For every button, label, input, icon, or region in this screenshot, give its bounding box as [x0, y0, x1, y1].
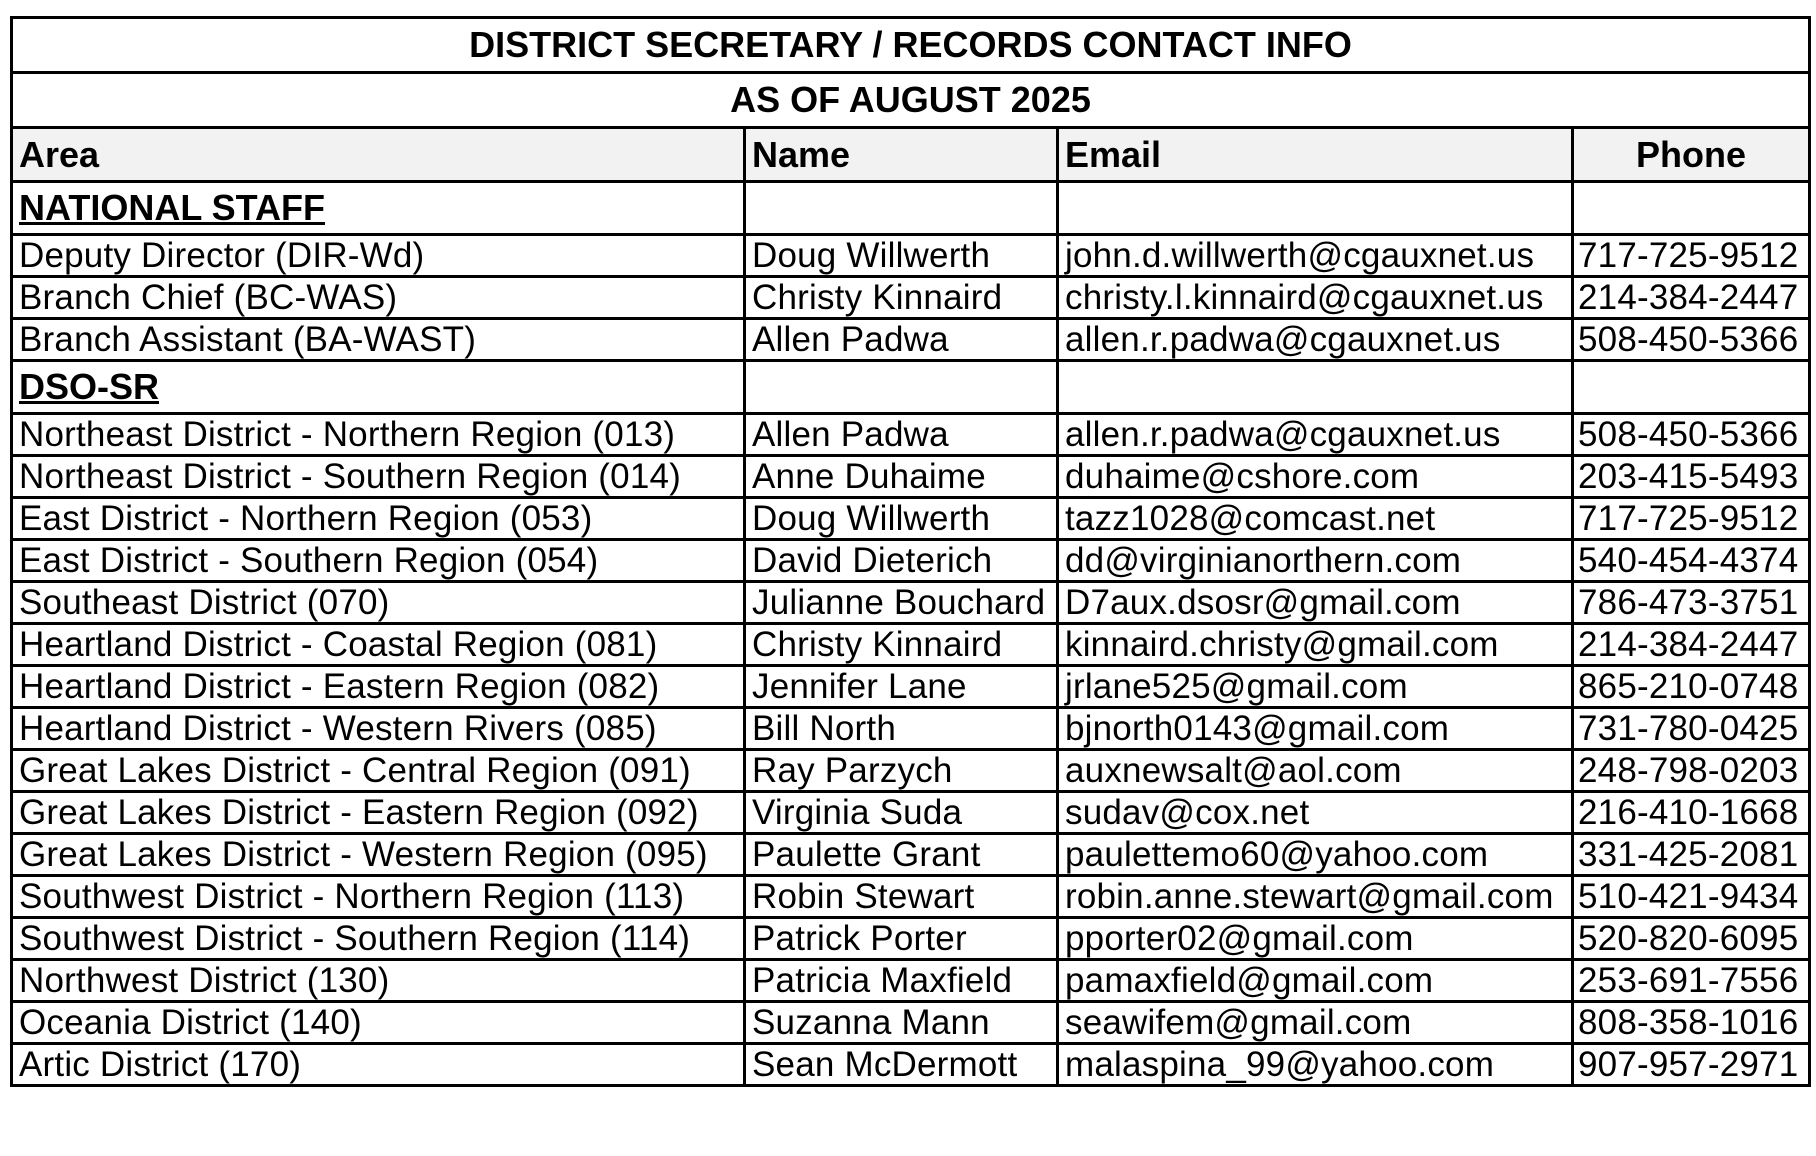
- name-cell: Sean McDermott: [745, 1044, 1058, 1086]
- table-row: [12, 624, 1810, 666]
- area-cell: Northeast District - Northern Region (013): [12, 414, 745, 456]
- table-row: [12, 876, 1810, 918]
- phone-cell: 214-384-2447: [1573, 624, 1810, 666]
- area-cell: Artic District (170): [12, 1044, 745, 1086]
- column-header-email: Email: [1058, 128, 1573, 182]
- table-row: [12, 414, 1810, 456]
- name-cell: Doug Willwerth: [745, 498, 1058, 540]
- email-cell[interactable]: duhaime@cshore.com: [1058, 456, 1573, 498]
- column-header-name: Name: [745, 128, 1058, 182]
- phone-cell: 717-725-9512: [1573, 498, 1810, 540]
- email-cell[interactable]: sudav@cox.net: [1058, 792, 1573, 834]
- email-cell[interactable]: allen.r.padwa@cgauxnet.us: [1058, 319, 1573, 361]
- email-cell[interactable]: allen.r.padwa@cgauxnet.us: [1058, 414, 1573, 456]
- phone-cell: 253-691-7556: [1573, 960, 1810, 1002]
- table-row: [12, 918, 1810, 960]
- name-cell: David Dieterich: [745, 540, 1058, 582]
- name-cell: Allen Padwa: [745, 414, 1058, 456]
- email-cell[interactable]: bjnorth0143@gmail.com: [1058, 708, 1573, 750]
- email-cell[interactable]: christy.l.kinnaird@cgauxnet.us: [1058, 277, 1573, 319]
- table-row: [12, 792, 1810, 834]
- email-cell[interactable]: robin.anne.stewart@gmail.com: [1058, 876, 1573, 918]
- column-header-phone: Phone: [1573, 128, 1810, 182]
- table-row: [12, 277, 1810, 319]
- column-header-area: Area: [12, 128, 745, 182]
- table-row: [12, 319, 1810, 361]
- phone-cell: 731-780-0425: [1573, 708, 1810, 750]
- email-cell[interactable]: seawifem@gmail.com: [1058, 1002, 1573, 1044]
- area-cell: Southeast District (070): [12, 582, 745, 624]
- name-cell: Ray Parzych: [745, 750, 1058, 792]
- phone-cell: 865-210-0748: [1573, 666, 1810, 708]
- empty-cell: [1058, 182, 1573, 235]
- section-row: [12, 182, 1810, 235]
- table-row: [12, 834, 1810, 876]
- table-row: [12, 540, 1810, 582]
- contact-sheet: [10, 16, 1808, 1087]
- table-row: [12, 235, 1810, 277]
- area-cell: Branch Chief (BC-WAS): [12, 277, 745, 319]
- header-row: [12, 128, 1810, 182]
- phone-cell: 331-425-2081: [1573, 834, 1810, 876]
- email-cell[interactable]: jrlane525@gmail.com: [1058, 666, 1573, 708]
- contact-table: [10, 16, 1811, 1087]
- area-cell: Branch Assistant (BA-WAST): [12, 319, 745, 361]
- phone-cell: 248-798-0203: [1573, 750, 1810, 792]
- area-cell: Southwest District - Southern Region (114): [12, 918, 745, 960]
- phone-cell: 808-358-1016: [1573, 1002, 1810, 1044]
- empty-cell: [745, 182, 1058, 235]
- name-cell: Bill North: [745, 708, 1058, 750]
- phone-cell: 540-454-4374: [1573, 540, 1810, 582]
- email-cell[interactable]: D7aux.dsosr@gmail.com: [1058, 582, 1573, 624]
- name-cell: Patricia Maxfield: [745, 960, 1058, 1002]
- name-cell: Patrick Porter: [745, 918, 1058, 960]
- email-cell[interactable]: kinnaird.christy@gmail.com: [1058, 624, 1573, 666]
- phone-cell: 510-421-9434: [1573, 876, 1810, 918]
- area-cell: East District - Southern Region (054): [12, 540, 745, 582]
- name-cell: Anne Duhaime: [745, 456, 1058, 498]
- phone-cell: 216-410-1668: [1573, 792, 1810, 834]
- area-cell: Heartland District - Coastal Region (081): [12, 624, 745, 666]
- name-cell: Allen Padwa: [745, 319, 1058, 361]
- subtitle-row: [12, 73, 1810, 128]
- section-row: [12, 361, 1810, 414]
- name-cell: Christy Kinnaird: [745, 624, 1058, 666]
- phone-cell: 520-820-6095: [1573, 918, 1810, 960]
- table-row: [12, 708, 1810, 750]
- area-cell: Great Lakes District - Eastern Region (092): [12, 792, 745, 834]
- name-cell: Julianne Bouchard: [745, 582, 1058, 624]
- area-cell: Great Lakes District - Western Region (095): [12, 834, 745, 876]
- area-cell: Oceania District (140): [12, 1002, 745, 1044]
- area-cell: Deputy Director (DIR-Wd): [12, 235, 745, 277]
- name-cell: Robin Stewart: [745, 876, 1058, 918]
- name-cell: Paulette Grant: [745, 834, 1058, 876]
- phone-cell: 717-725-9512: [1573, 235, 1810, 277]
- section-heading: DSO-SR: [12, 361, 745, 414]
- table-row: [12, 960, 1810, 1002]
- empty-cell: [1058, 361, 1573, 414]
- area-cell: Heartland District - Western Rivers (085): [12, 708, 745, 750]
- sheet-title: DISTRICT SECRETARY / RECORDS CONTACT INFO: [12, 18, 1810, 73]
- area-cell: Great Lakes District - Central Region (091): [12, 750, 745, 792]
- name-cell: Suzanna Mann: [745, 1002, 1058, 1044]
- table-row: [12, 456, 1810, 498]
- email-cell[interactable]: paulettemo60@yahoo.com: [1058, 834, 1573, 876]
- empty-cell: [745, 361, 1058, 414]
- empty-cell: [1573, 361, 1810, 414]
- section-heading: NATIONAL STAFF: [12, 182, 745, 235]
- table-row: [12, 1002, 1810, 1044]
- email-cell[interactable]: malaspina_99@yahoo.com: [1058, 1044, 1573, 1086]
- area-cell: East District - Northern Region (053): [12, 498, 745, 540]
- phone-cell: 907-957-2971: [1573, 1044, 1810, 1086]
- table-row: [12, 582, 1810, 624]
- empty-cell: [1573, 182, 1810, 235]
- email-cell[interactable]: tazz1028@comcast.net: [1058, 498, 1573, 540]
- area-cell: Northwest District (130): [12, 960, 745, 1002]
- email-cell[interactable]: dd@virginianorthern.com: [1058, 540, 1573, 582]
- phone-cell: 786-473-3751: [1573, 582, 1810, 624]
- name-cell: Virginia Suda: [745, 792, 1058, 834]
- table-row: [12, 666, 1810, 708]
- phone-cell: 508-450-5366: [1573, 414, 1810, 456]
- area-cell: Heartland District - Eastern Region (082): [12, 666, 745, 708]
- phone-cell: 214-384-2447: [1573, 277, 1810, 319]
- area-cell: Southwest District - Northern Region (113): [12, 876, 745, 918]
- email-cell[interactable]: john.d.willwerth@cgauxnet.us: [1058, 235, 1573, 277]
- area-cell: Northeast District - Southern Region (014): [12, 456, 745, 498]
- table-row: [12, 1044, 1810, 1086]
- title-row: [12, 18, 1810, 73]
- table-row: [12, 498, 1810, 540]
- table-row: [12, 750, 1810, 792]
- name-cell: Jennifer Lane: [745, 666, 1058, 708]
- phone-cell: 508-450-5366: [1573, 319, 1810, 361]
- name-cell: Christy Kinnaird: [745, 277, 1058, 319]
- sheet-subtitle: AS OF AUGUST 2025: [12, 73, 1810, 128]
- phone-cell: 203-415-5493: [1573, 456, 1810, 498]
- email-cell[interactable]: auxnewsalt@aol.com: [1058, 750, 1573, 792]
- email-cell[interactable]: pporter02@gmail.com: [1058, 918, 1573, 960]
- name-cell: Doug Willwerth: [745, 235, 1058, 277]
- email-cell[interactable]: pamaxfield@gmail.com: [1058, 960, 1573, 1002]
